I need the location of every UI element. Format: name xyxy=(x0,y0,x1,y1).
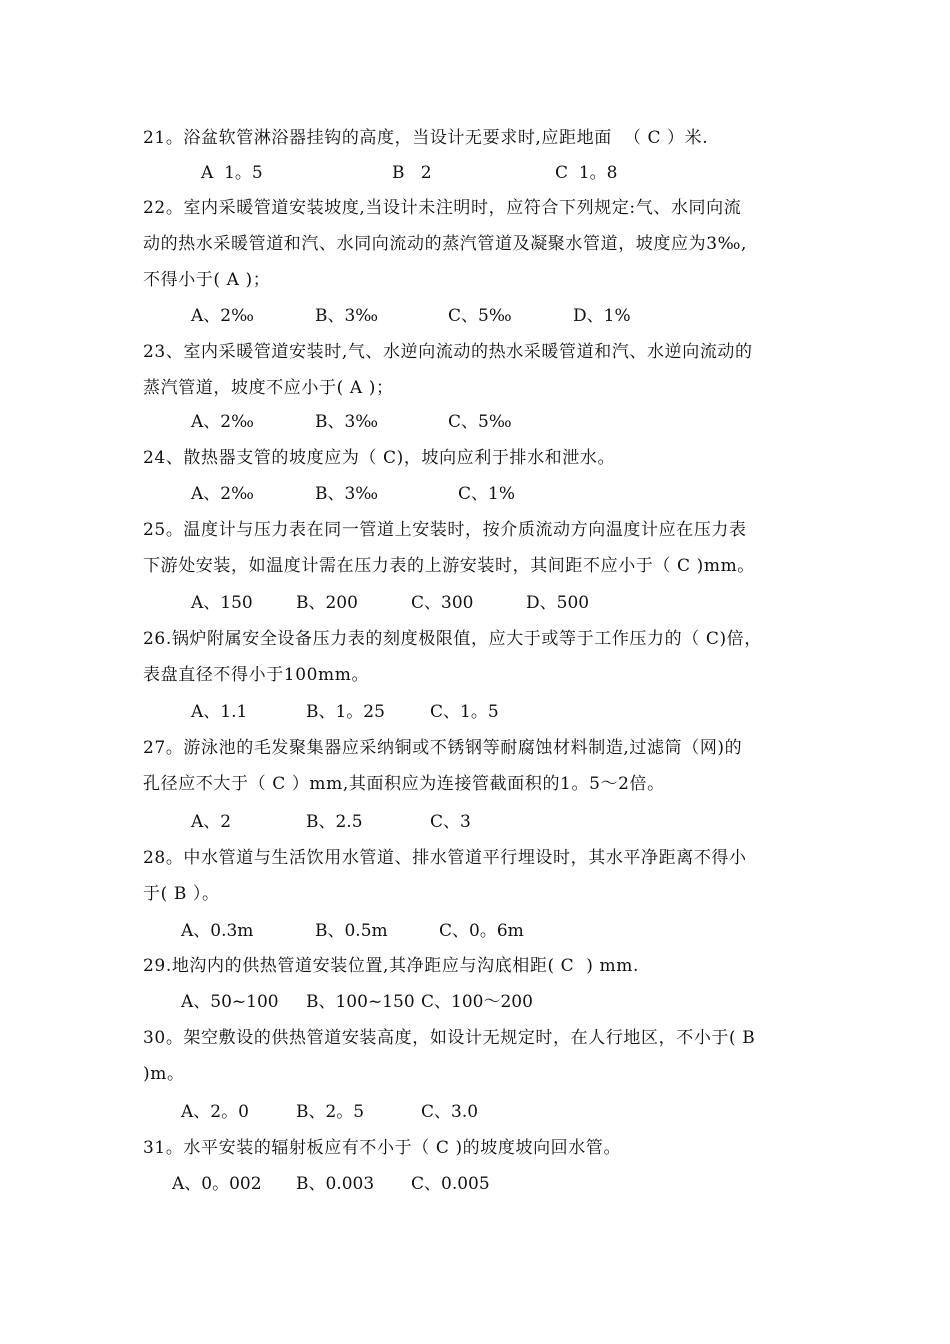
question-28-line-2: 于( B ）。 xyxy=(143,884,220,904)
question-21-option-a: A 1。5 xyxy=(201,163,263,183)
question-26-option-c: C、1。5 xyxy=(430,702,499,722)
question-28-option-a: A、0.3m xyxy=(181,921,254,941)
question-22-option-b: B、3‰ xyxy=(315,306,379,326)
question-29-line-1: 29.地沟内的供热管道安装位置,其净距应与沟底相距( C ) mm. xyxy=(143,956,639,976)
question-24-option-a: A、2‰ xyxy=(191,484,254,504)
question-30-option-c: C、3.0 xyxy=(421,1102,479,1122)
question-21-option-b: B 2 xyxy=(392,163,432,183)
question-23-line-1: 23、室内采暖管道安装时,气、水逆向流动的热水采暖管道和汽、水逆向流动的 xyxy=(143,342,753,362)
question-25-option-a: A、150 xyxy=(191,593,253,613)
question-30-line-1: 30。架空敷设的供热管道安装高度，如设计无规定时，在人行地区，不小于( B xyxy=(143,1028,756,1048)
question-23-line-2: 蒸汽管道，坡度不应小于( A )； xyxy=(143,378,394,398)
question-22-line-2: 动的热水采暖管道和汽、水同向流动的蒸汽管道及凝聚水管道，坡度应为3‰, xyxy=(143,234,748,254)
question-23-option-a: A、2‰ xyxy=(191,412,254,432)
question-21-option-c: C 1。8 xyxy=(555,163,618,183)
question-25-option-c: C、300 xyxy=(411,593,474,613)
question-27-option-b: B、2.5 xyxy=(306,812,363,832)
question-25-option-d: D、500 xyxy=(526,593,590,613)
question-30-option-b: B、2。5 xyxy=(296,1102,365,1122)
question-29-option-b: B、100~150 xyxy=(306,992,415,1012)
question-26-option-a: A、1.1 xyxy=(191,702,248,722)
question-21-line-1: 21。浴盆软管淋浴器挂钩的高度，当设计无要求时,应距地面 （ C ）米. xyxy=(143,128,709,148)
question-22-option-c: C、5‰ xyxy=(448,306,512,326)
question-26-line-2: 表盘直径不得小于100mm。 xyxy=(143,665,370,685)
question-28-option-b: B、0.5m xyxy=(315,921,388,941)
question-28-option-c: C、0。6m xyxy=(439,921,524,941)
question-25-line-2: 下游处安装，如温度计需在压力表的上游安装时，其间距不应小于（ C )mm。 xyxy=(143,556,755,576)
question-30-line-2: )m。 xyxy=(143,1064,185,1084)
question-31-option-b: B、0.003 xyxy=(296,1174,375,1194)
question-24-line-1: 24、散热器支管的坡度应为（ C)，坡向应利于排水和泄水。 xyxy=(143,448,616,468)
question-22-line-3: 不得小于( A )； xyxy=(143,270,271,290)
question-27-option-a: A、2 xyxy=(191,812,232,832)
question-22-option-a: A、2‰ xyxy=(191,306,254,326)
question-31-option-a: A、0。002 xyxy=(172,1174,262,1194)
question-23-option-c: C、5‰ xyxy=(448,412,512,432)
question-26-line-1: 26.锅炉附属安全设备压力表的刻度极限值，应大于或等于工作压力的（ C)倍， xyxy=(143,629,762,649)
question-29-option-c: C、100～200 xyxy=(421,992,533,1012)
question-25-option-b: B、200 xyxy=(296,593,358,613)
question-27-line-2: 孔径应不大于（ C ）mm,其面积应为连接管截面积的1。5～2倍。 xyxy=(143,774,665,794)
question-27-line-1: 27。游泳池的毛发聚集器应采纳铜或不锈钢等耐腐蚀材料制造,过滤筒（网)的 xyxy=(143,738,743,758)
question-30-option-a: A、2。0 xyxy=(181,1102,249,1122)
question-28-line-1: 28。中水管道与生活饮用水管道、排水管道平行埋设时，其水平净距离不得小 xyxy=(143,848,747,868)
question-29-option-a: A、50~100 xyxy=(181,992,279,1012)
question-31-line-1: 31。水平安装的辐射板应有不小于（ C )的坡度坡向回水管。 xyxy=(143,1138,622,1158)
question-31-option-c: C、0.005 xyxy=(411,1174,490,1194)
question-24-option-c: C、1% xyxy=(458,484,515,504)
question-25-line-1: 25。温度计与压力表在同一管道上安装时，按介质流动方向温度计应在压力表 xyxy=(143,520,747,540)
question-26-option-b: B、1。25 xyxy=(306,702,385,722)
question-24-option-b: B、3‰ xyxy=(315,484,379,504)
question-27-option-c: C、3 xyxy=(430,812,471,832)
question-23-option-b: B、3‰ xyxy=(315,412,379,432)
question-22-option-d: D、1% xyxy=(573,306,631,326)
question-22-line-1: 22。室内采暖管道安装坡度,当设计未注明时，应符合下列规定:气、水同向流 xyxy=(143,198,742,218)
